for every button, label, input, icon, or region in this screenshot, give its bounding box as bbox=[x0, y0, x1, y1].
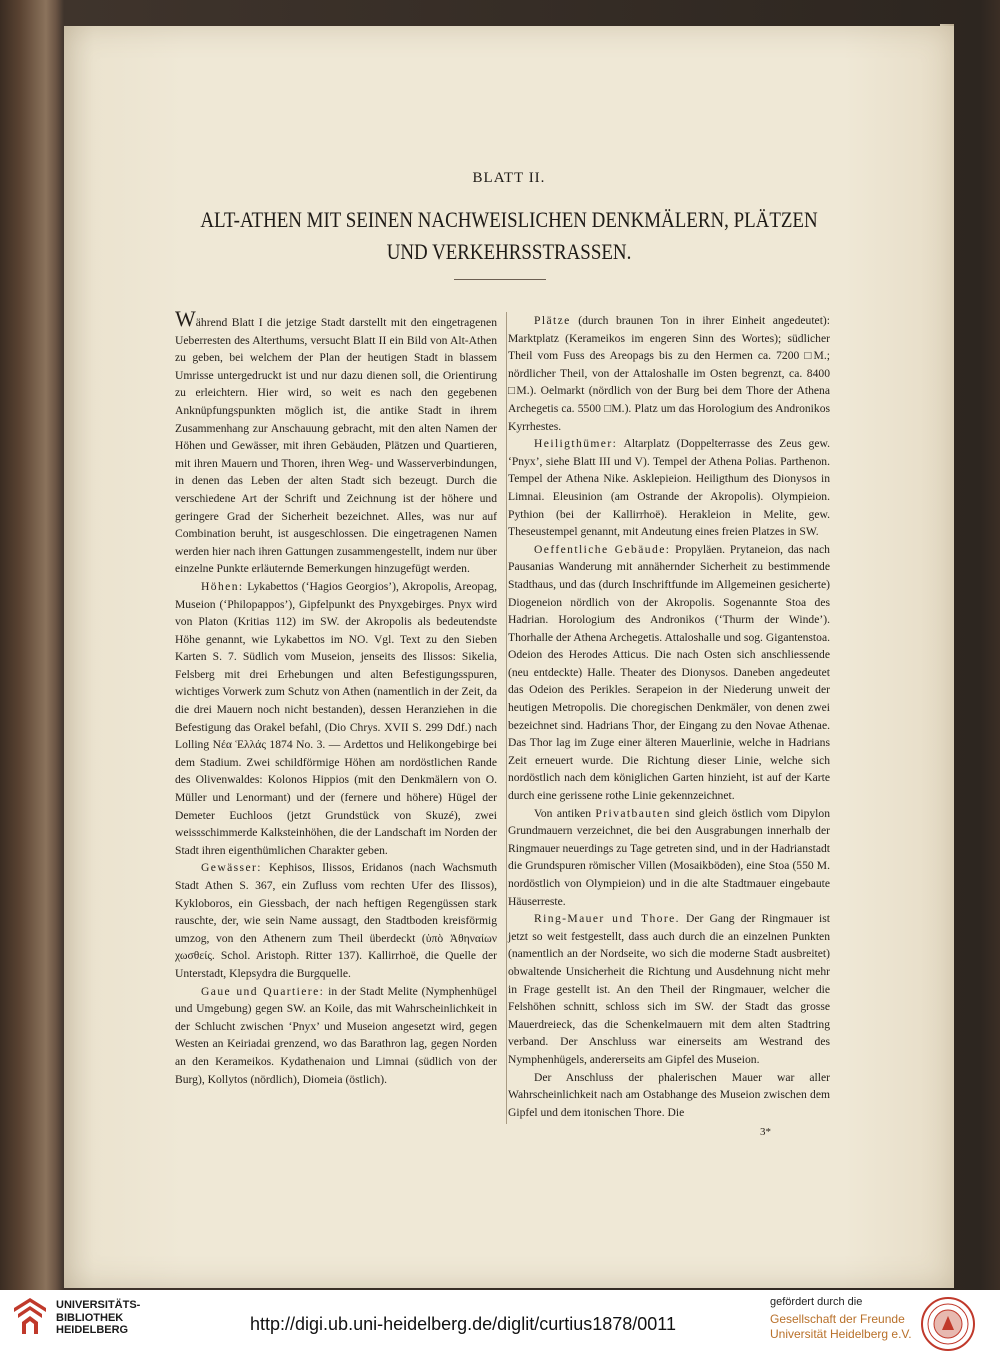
library-line-3: HEIDELBERG bbox=[56, 1324, 129, 1336]
paragraph-text: Von antiken bbox=[534, 806, 596, 820]
paragraph-gaue bbox=[175, 983, 497, 1089]
paragraph-text: sind gleich östlich vom Dipylon Grundmauern verzeichnet, die bei den Ausgrabungen innerhalb der Ringmauer neuerdings zu Tage getreten sind, und in der Hadrianstadt die Grundspuren römischer Villen (Mosaikböden), eine Stoa (550 M. nordöstlich von Olympieion) und in die alte Stadtmauer eingebaute Häuserreste. bbox=[508, 806, 830, 908]
section-head: Ring-Mauer und Thore. bbox=[534, 912, 680, 926]
footer-bar bbox=[0, 1290, 1000, 1357]
section-head: Oeffentliche Gebäude: bbox=[534, 542, 671, 556]
paragraph-phalerisch: Der Anschluss der phalerischen Mauer war aller Wahrscheinlichkeit nach am Ostabhange des Museion zwischen dem Gipfel und dem itonischen Thore. Die bbox=[508, 1070, 830, 1119]
section-head: Gaue und Quartiere: bbox=[201, 984, 325, 998]
paragraph-text: Altarplatz (Doppelterrasse des Zeus gew. ‘Pnyx’, siehe Blatt III und V). Tempel der Athena Polias. Parthenon. Tempel der Athena Nike. Asklepieion. Heiligthum des Dionysos in Limnai. Eleusinion (am Ostrande der Akropolis). Olympieion. Pythion (bei der Kallirrhoë). Herakleion in Melite, gew. Theseustempel genannt, mit Andeutung eines freien Platzes in SW. bbox=[508, 437, 830, 539]
right-column bbox=[508, 312, 830, 1121]
section-head: Privatbauten bbox=[595, 806, 671, 820]
paragraph-ringmauer bbox=[508, 910, 830, 1068]
drop-cap: W bbox=[175, 306, 196, 331]
paragraph-intro bbox=[175, 306, 497, 578]
paragraph-text: Lykabettos (‘Hagios Georgios’), Akropolis, Areopag, Museion (‘Philopappos’), Gipfelpunkt des Pnyxgebirges. Pnyx wird von Platon (Kritias 112) im SW. der Akropolis als bedeutendste Höhe genannt, wie Lykabettos im NO. Vgl. Text zu den Sieben Karten S. 7. Südlich vom Museion, jenseits des Ilissos: Sikelia, Felsberg mit drei Erhebungen und alten Befestigungsspuren, wichtiges Vorwerk zum Schutz von Athen (namentlich in der Zeit, da die drei Mauern noch nicht bestanden), dessen Heranziehen in die Befestigung das Orakel befahl, (Dio Chrys. XVII S. 299 Ddf.) nach Lolling Νέα Ἑλλάς 1874 No. 3. — Ardettos und Helikongebirge bei dem Stadium. Zwei schildförmige Höhen am nordöstlichen Rande des Olivenwaldes: Kolonos Hippios (mit den Denkmälern von O. Müller und Lenormant) und der (fernere und höhere) Hügel der Demeter Euchloos (jetzt Grundstück von Skuzé), zwei weissschimmerde Kalksteinhöhen, die der Landschaft im Norden der Stadt ihren eigenthümlichen Charakter geben. bbox=[175, 579, 497, 857]
paragraph-text: Kephisos, Ilissos, Eridanos (nach Wachsmuth Stadt Athen S. 367, ein Zufluss vom rechten Ufer des Ilissos), Kykloboros, ein Giessbach, der nach heftigen Regengüssen stark rauschte, der, wie sein Name aussagt, den Stadtboden kreisförmig umzog, von den Athenern zum Theil überdeckt (ὑπὸ Ἀθηναίων χωσθείς. Schol. Aristoph. Ritter 137). Kallirrhoë, die Quelle der Unterstadt, Klepsydra die Burgquelle. bbox=[175, 861, 497, 980]
section-head: Höhen: bbox=[201, 579, 244, 593]
sponsor-line-2: Universität Heidelberg e.V. bbox=[770, 1327, 912, 1341]
paragraph-gewaesser bbox=[175, 859, 497, 982]
paragraph-hoehen bbox=[175, 578, 497, 860]
section-head: Heiligthümer: bbox=[534, 437, 618, 451]
paragraph-text: Der Gang der Ringmauer ist jetzt so weit festgestellt, dass auch durch die an einzelnen Punkten (namentlich an der Nordseite, wo sich die moderne Stadt ausbreitet) obwaltende Unsicherheit die Richtung und Ausdehnung nicht mehr in Frage gestellt ist. An den Theil der Ringmauer, welcher die Felshöhen schnitt, schloss sich im SW. der Stadt das grosse Mauerdreieck, das die Schenkelmauern mit dem alten Stadtring verband. Der Anschluss war einerseits am Westrand des Nymphenhügels, andererseits am Gipfel des Museion. bbox=[508, 912, 830, 1066]
paragraph-text: in der Stadt Melite (Nymphenhügel und Umgebung) gegen SW. an Koile, das mit Wahrscheinlichkeit in der Schlucht zwischen ‘Pnyx’ und Museion angesetzt wird, gegen Westen an Keiriadai grenzend, wo das Barathron lag, gegen Norden an den Kerameikos. Kydathenaion und Limnai (südlich von der Burg), Kollytos (nördlich), Diomeia (östlich). bbox=[175, 984, 497, 1086]
paragraph-text: ährend Blatt I die jetzige Stadt darstellt mit den eingetragenen Ueberresten des Alterthums, versucht Blatt II ein Bild von Alt-Athen zu geben, bei welchem der Plan der heutigen Stadt in blassem Umrisse untergedruckt ist und nur dazu dienen soll, die Orientirung zu erleichtern. Hier wird, so weit es nach den gegebenen Anknüpfungspunkten möglich ist, die antike Stadt in ihrem Zusammenhang zur Anschauung gebracht, mit den alten Namen der Höhen und Gewässer, mit ihren Gebäuden, Plätzen und Quartieren, mit ihren Mauern und Thoren, ihren Weg- und Wasserverbindungen, in denen das Leben der alten Stadt sich bezeugt. Durch die verschiedene Art der Schrift und Zeichnung ist der höhere und geringere Grad der Sicherheit bezeichnet. Alles, was nur auf Combination beruht, ist ausgeschlossen. Die eingetragenen Namen werden hier nach ihren Gattungen zusammengestellt, indem nur über einzelne Punkte erläuternde Bemerkungen hinzugefügt werden. bbox=[175, 316, 497, 576]
title-line-2: UND VERKEHRSSTRASSEN. bbox=[386, 239, 632, 264]
library-logo-icon[interactable] bbox=[12, 1296, 48, 1336]
sponsor-line-1: Gesellschaft der Freunde bbox=[770, 1312, 905, 1326]
sponsor-caption: gefördert durch die bbox=[770, 1296, 863, 1308]
title-line-1: ALT-ATHEN MIT SEINEN NACHWEISLICHEN DENKMÄLERN, PLÄTZEN bbox=[200, 207, 818, 232]
paragraph-plaetze bbox=[508, 312, 830, 435]
permalink-url[interactable]: http://digi.ub.uni-heidelberg.de/diglit/curtius1878/0011 bbox=[250, 1314, 676, 1334]
paragraph-text: Propyläen. Prytaneion, das nach Pausanias Wanderung mit annähernder Sicherheit zu bestimmende Stadthaus, und das (durch Inschriftfunde im Allgemeinen gesicherte) Diogeneion nördlich von der Akropolis. Sogenannte Stoa des Hadrian. Horologium des Andronikos (‘Thurm der Winde’). Thorhalle der Athena Archegetis. Attaloshalle und sog. Gigantenstoa. Odeion des Herodes Atticus. Die nach Osten sich anschliessende (neu entdeckte) Halle. Theater des Dionysos. Daneben angedeutet das Odeion des Perikles. Serapeion in der Niederung unweit der heutigen Metropolis. Die choregischen Denkmäler, von denen zwei bezeichnet sind. Hadrians Thor, der Eingang zu den Novae Athenae. Das Thor lag im Zuge einer älteren Mauerlinie, welche in Hadrians Zeit erneuert wurde. Die Richtung dieser Linie, welche sich nordöstlich nach dem königlichen Garten hinzieht, ist auf der Karte durch eine gerissene rothe Linie gekennzeichnet. bbox=[508, 542, 830, 803]
paragraph-privatbauten bbox=[508, 805, 830, 911]
signature-mark: 3* bbox=[760, 1126, 771, 1138]
page-title bbox=[126, 204, 891, 268]
library-line-2: BIBLIOTHEK bbox=[56, 1311, 124, 1324]
left-column bbox=[175, 306, 497, 1088]
plate-heading: BLATT II. bbox=[472, 170, 546, 186]
column-divider bbox=[506, 312, 507, 1124]
section-head: Plätze bbox=[534, 314, 571, 327]
library-line-1: UNIVERSITÄTS- bbox=[56, 1299, 141, 1311]
section-head: Gewässer: bbox=[201, 861, 262, 875]
paragraph-gebaeude bbox=[508, 541, 830, 805]
university-seal-icon bbox=[920, 1296, 976, 1352]
title-rule bbox=[454, 279, 546, 280]
sponsor-link[interactable] bbox=[770, 1312, 930, 1342]
paragraph-text: (durch braunen Ton in ihrer Einheit angedeutet): Marktplatz (Kerameikos im engeren Sinn des Wortes); südlicher Theil vom Fuss des Areopags bis zu den Hermen ca. 7200 □M.; nördlicher Theil, von der Attaloshalle im Osten begrenzt, ca. 8400 □M.). Oelmarkt (nördlich von der Burg bei dem Thore der Athena Archegetis ca. 5500 □M.). Platz um das Horologium des Andronikos Kyrrhestes. bbox=[508, 314, 830, 433]
library-name[interactable] bbox=[56, 1299, 140, 1337]
paragraph-heiligthuemer bbox=[508, 435, 830, 541]
